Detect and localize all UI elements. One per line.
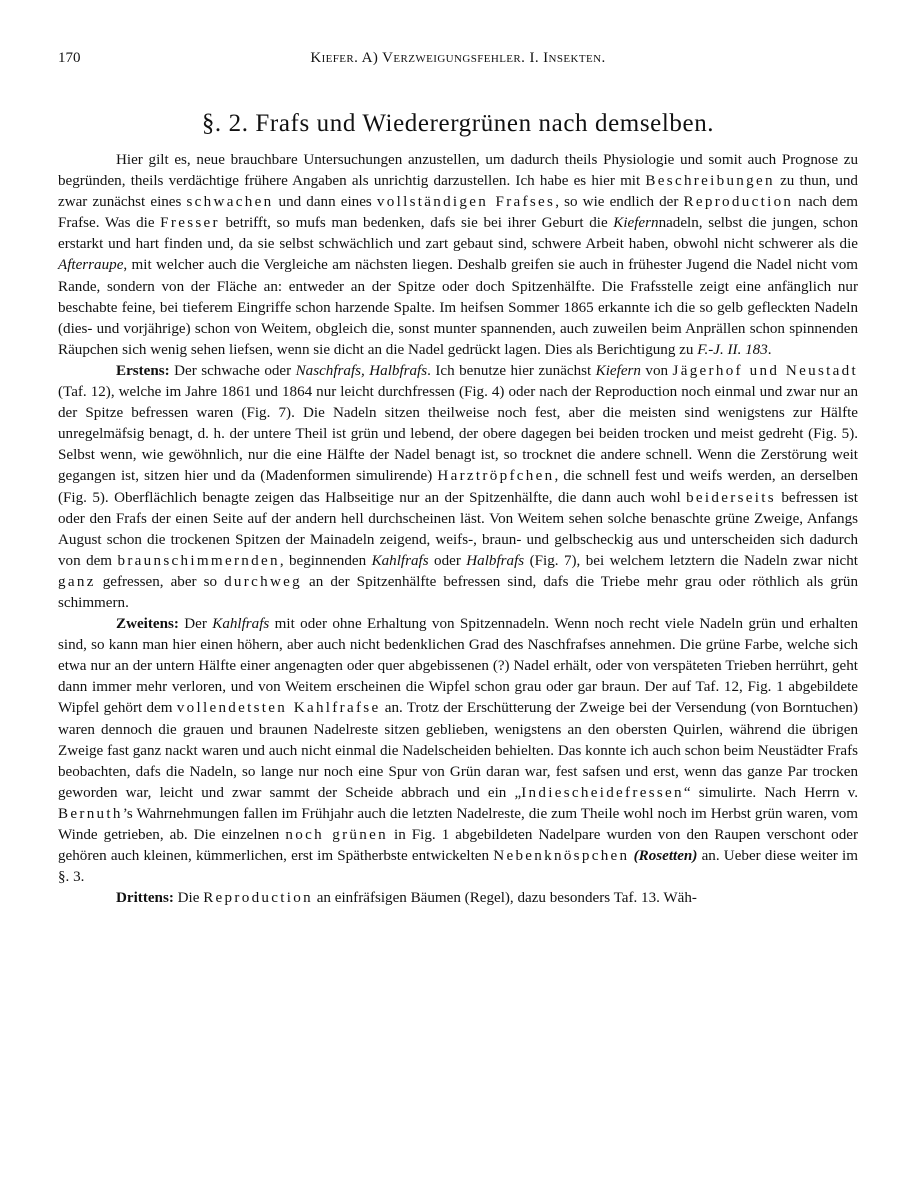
paragraph-intro: Hier gilt es, neue brauchbare Untersuchungen anzustellen, um dadurch theils Physiologie und somit auch Prognose zu begründen, theils verdächtige frühere Angaben als unrichtig darzustellen. Ich habe es hier mit Beschreibungen zu thun, und zwar zunächst eines schwachen und dann eines vollständigen Frafses, so wie endlich der Reproduction nach dem Frafse. Was die Fresser betrifft, so mufs man bedenken, dafs sie bei ihrer Geburt die Kiefernnadeln, selbst die jungen, schon erstarkt und hart finden und, da sie selbst schwächlich und zart gebaut sind, schwere Arbeit haben, obwohl nicht schwerer als die Afterraupe, mit welcher auch die Vergleiche am nächsten liegen. Deshalb greifen sie auch in frühester Jugend die Nadel nicht vom Rande, sondern von der Fläche an: entweder an der Spitze oder doch Spitzenhälfte. Die Frafsstelle zeigt eine anfänglich nur beschabte feine, bei tieferem Eingriffe schon harzende Spalte. Im heifsen Sommer 1865 erkannte ich die so gelb gefleckten Nadeln (dies- und vorjährige) schon von Weitem, obgleich die, sonst munter spannenden, auch zuweilen beim Anprällen schon spinnenden Räupchen sich wenig sehen liefsen, wenn sie dicht an die Nadel gedrückt lagen. Dies als Berichtigung zu F.-J. II. 183. bbox=[58, 152, 858, 358]
paragraph-lead: Zweitens: bbox=[116, 616, 179, 633]
paragraph-zweitens: Zweitens: Der Kahlfrafs mit oder ohne Erhaltung von Spitzennadeln. Wenn noch recht viele Nadeln grün und erhalten sind, so kann man hier einen höhern, aber auch nicht bedenklichen Grad des Naschfrafses annehmen. Die grüne Farbe, welche sich etwa nur an der untern Hälfte einer angenagten oder quer abgebissenen (?) Nadel erhält, oder von verspäteten Trieben herrührt, geht dann immer mehr verloren, und von Weitem erscheinen die Wipfel schon grau oder gar braun. Der auf Taf. 12, Fig. 1 abgebildete Wipfel gehört dem vollendetsten Kahlfrafse an. Trotz der Erschütterung der Zweige bei der Versendung (von Borntuchen) waren dennoch die grauen und braunen Nadelreste sitzen geblieben, wenigstens an den obersten Quirlen, während die übrigen Zweige fast ganz nackt waren und auch nicht einmal die Nadelscheiden behielten. Das konnte ich auch schon beim Neustädter Frafs beobachten, dafs die Nadeln, so lange nur noch eine Spur von Grün daran war, fest safsen und erst, wenn das ganze Par trocken geworden war, leicht und zwar sammt der Scheide abbrach und ein „Indiescheidefressen“ simulirte. Nach Herrn v. Bernuth’s Wahrnehmungen fallen im Frühjahr auch die letzten Nadelreste, die zum Theile wohl noch im Herbst grün waren, vom Winde getrieben, ab. Die einzelnen noch grünen in Fig. 1 abgebildeten Nadelpare wurden von den Raupen verschont oder gehören auch kleinen, kümmerlichen, erst im Spätherbste entwickelten Nebenknöspchen (Rosetten) an. Ueber diese weiter im §. 3. bbox=[58, 616, 858, 886]
running-head bbox=[58, 50, 858, 74]
body-text bbox=[58, 150, 858, 909]
section-title: §. 2. Frafs und Wiederergrünen nach demselben. bbox=[201, 110, 715, 137]
paragraph-drittens: Drittens: Die Reproduction an einfräfsigen Bäumen (Regel), dazu besonders Taf. 13. Wäh- bbox=[116, 890, 697, 907]
page-number: 170 bbox=[58, 50, 81, 66]
header-title: Kiefer. A) Verzweigungsfehler. I. Insekten. bbox=[310, 50, 606, 66]
paragraph-lead: Erstens: bbox=[116, 362, 170, 379]
paragraph-erstens: Erstens: Der schwache oder Naschfrafs, Halbfrafs. Ich benutze hier zunächst Kiefern von Jägerhof und Neustadt (Taf. 12), welche im Jahre 1861 und 1864 nur leicht durchfressen (Fig. 4) oder nach der Reproduction noch einmal und zwar nur an der Spitze befressen waren (Fig. 7). Die Nadeln sitzen theilweise noch fest, aber die meisten sind wenigstens zur Hälfte unregelmäfsig benagt, d. h. der untere Theil ist grün und lebend, der obere dagegen bei beiden trocken und meist gedreht (Fig. 5). Selbst wenn, wie gewöhnlich, nur die eine Hälfte der Nadel benagt ist, so trocknet die andere schnell. Wenn die Zerstörung weit gegangen ist, sitzen hier und da (Madenformen simulirende) Harztröpfchen, die schnell fest und weifs werden, an derselben (Fig. 5). Oberflächlich benagte zeigen das Halbseitige nur an der Spitzenhälfte, die dann auch wohl beiderseits befressen ist oder den Frafs der einen Seite auf der andern hell durchscheinen läst. Von Weitem sehen solche benaschte grüne Zweige, Anfangs August schon die trockenen Spitzen der Mainadeln zeigend, weifs-, braun- und gelbscheckig aus und unterscheiden sich dadurch von dem braunschimmernden, beginnenden Kahlfrafs oder Halbfrafs (Fig. 7), bei welchem letztern die Nadeln zwar nicht ganz gefressen, aber so durchweg an der Spitzenhälfte befressen sind, dafs die Triebe mehr grau oder röthlich als grün schimmern. bbox=[58, 362, 858, 611]
paragraph-lead: Drittens: bbox=[116, 890, 174, 907]
